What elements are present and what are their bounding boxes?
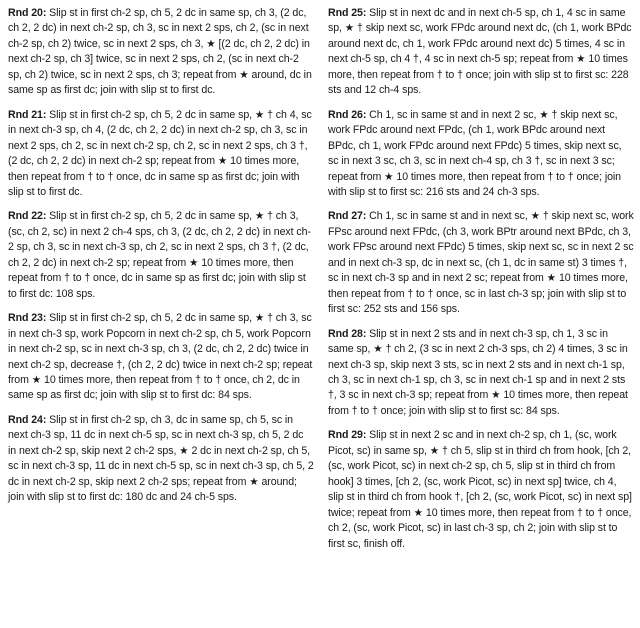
round-29-instruction: [328, 428, 634, 552]
round-label: Rnd 27:: [328, 210, 367, 223]
round-label: Rnd 20:: [8, 7, 47, 19]
round-text: Slip st in first ch-2 sp, ch 5, 2 dc in same sp, ★ † ch 3, sc in next ch-3 sp, work Popcorn in next ch-2 sp, ch 5, work Popcorn in next ch-2 sp, sc in next ch-3 sp, ch 3, (2 dc, ch 2, 2 dc) twice in next ch-2 sp, decrease †, (ch 2, 2 dc) twice in next ch-2 sp; repeat from ★ 10 times more, then repeat from † to † once, ch 2, dc in same sp as first dc; join with slip st to first dc: 84 sps.: [8, 312, 313, 402]
round-text: Slip st in first ch-2 sp, ch 3, dc in same sp, ch 5, sc in next ch-3 sp, 11 dc in next ch-5 sp, sc in next ch-3 sp, ch 5, 2 dc in next ch-2 sp, skip next 2 ch-2 sps, ★ 2 dc in next ch-2 sp, ch 5, sc in next ch-3 sp, 11 dc in next ch-5 sp, sc in next ch-3 sp, ch 5, 2 dc in next ch-2 sp, skip next 2 ch-2 sps; repeat from ★ around; join with slip st to first dc: 180 dc and 24 ch-5 sps.: [8, 413, 314, 504]
round-label: Rnd 21:: [8, 108, 47, 121]
round-text: Slip st in first ch-2 sp, ch 5, 2 dc in same sp, ★ † ch 4, sc in next ch-3 sp, ch 4, (2 dc, ch 2, 2 dc) in next ch-2 sp, ch 3, sc in next 2 sps, ch 2, sc in next ch-2 sp, ch 2, sc in next 2 sps, ch 3 †, (2 dc, ch 2, 2 dc) in next ch-2 sp; repeat from ★ 10 times more, then repeat from † to † once, dc in same sp as first dc; join with slip st to first dc.: [8, 108, 312, 198]
round-24-instruction: [8, 413, 314, 506]
round-text: Slip st in first ch-2 sp, ch 5, 2 dc in same sp, ★ † ch 3, (sc, ch 2, sc) in next 2 ch-4 sps, ch 3, (2 dc, ch 2, 2 dc) in next ch-2 sp, ch 3, sc in next ch-3 sp, ch 2, sc in next 2 sps, ch 3 †, (2 dc, ch 2, 2 dc) in next ch-2 sp; repeat from ★ 10 times more, then repeat from † to † once, dc in same sp as first dc; join with slip st to first dc: 108 sps.: [8, 210, 311, 300]
left-column: [8, 6, 314, 628]
round-22-instruction: [8, 209, 314, 302]
round-text: Slip st in next 2 sts and in next ch-3 sp, ch 1, 3 sc in same sp, ★ † ch 2, (3 sc in next 2 ch-3 sps, ch 2) 4 times, 3 sc in next ch-3 sp, skip next 3 sts, sc in next 2 sts and in next ch-1 sp, ch 3, sc in next ch-1 sp, ch 3, sc in next ch-1 sp and in next 2 sts †, 3 sc in next ch-3 sp; repeat from ★ 10 times more, then repeat from † to † once; join with slip st to first sc: 84 sps.: [328, 327, 628, 417]
round-label: Rnd 26:: [328, 108, 367, 121]
round-21-instruction: [8, 108, 314, 201]
round-label: Rnd 24:: [8, 413, 47, 426]
round-27-instruction: [328, 209, 634, 317]
round-text: Slip st in next dc and in next ch-5 sp, ch 1, 4 sc in same sp, ★ † skip next sc, work FPdc around next dc, (ch 1, work BPdc around next dc, ch 1, work FPdc around next dc) 5 times, 4 sc in next ch-5 sp, ch 4 †, 4 sc in next ch-5 sp; repeat from ★ 10 times more, then repeat from † to † once; join with slip st to first sc: 228 sts and 12 ch-4 sps.: [328, 7, 632, 97]
round-text: Ch 1, sc in same st and in next 2 sc, ★ † skip next sc, work FPdc around next FPdc, (ch 1, work BPdc around next BPdc, ch 1, work FPdc around next FPdc) 5 times, skip next sc, sc in next 3 sc, ch 3, sc in next ch-4 sp, ch 3 †, sc in next 3 sc; repeat from ★ 10 times more, then repeat from † to † once; join with slip st to first sc: 216 sts and 24 ch-3 sps.: [328, 108, 622, 198]
round-20-instruction: [8, 6, 314, 99]
round-label: Rnd 25:: [328, 7, 367, 19]
round-label: Rnd 29:: [328, 429, 367, 442]
round-label: Rnd 28:: [328, 327, 367, 340]
round-label: Rnd 22:: [8, 210, 47, 223]
round-text: Ch 1, sc in same st and in next sc, ★ † skip next sc, work FPsc around next FPdc, (ch 3, work BPtr around next BPdc, ch 3, work FPsc around next FPdc) 5 times, skip next sc, sc in next 2 sc and in next ch-3 sp, dc in next sc, (ch 1, dc in same st) 3 times †, sc in next ch-3 sp and in next 2 sc; repeat from ★ 10 times more, then repeat from † to † once, sc in last ch-3 sp; join with slip st to first sc: 252 sts and 156 sps.: [328, 210, 634, 316]
right-column: [328, 6, 634, 628]
round-23-instruction: [8, 311, 314, 404]
round-26-instruction: [328, 108, 634, 201]
round-text: Slip st in next 2 sc and in next ch-2 sp, ch 1, (sc, work Picot, sc) in same sp, ★ † ch 5, slip st in third ch from hook, [ch 2, (sc, work Picot, sc) in next ch-2 sp, ch 5, slip st in third ch from hook] 3 times, [ch 2, (sc, work Picot, sc) in next sp] twice, ch 4, slip st in third ch from hook †, [ch 2, (sc, work Picot, sc) in next sp] twice; repeat from ★ 10 times more, then repeat from † to † once, ch 2, (sc, work Picot, sc) in last ch-3 sp, ch 2; join with slip st to first sc, finish off.: [328, 429, 632, 550]
round-28-instruction: [328, 327, 634, 420]
round-label: Rnd 23:: [8, 312, 47, 325]
round-25-instruction: [328, 6, 634, 99]
round-text: Slip st in first ch-2 sp, ch 5, 2 dc in same sp, ch 3, (2 dc, ch 2, 2 dc) in next ch-2 sp, ch 3, sc in next 2 sps, ch 2, (sc in next ch-2 sp, ch 2) twice, sc in next 2 sps, ch 3, ★ [(2 dc, ch 2, 2 dc) in next ch-2 sp, ch 3] twice, sc in next 2 sps, ch 2, (sc in next ch-2 sp, ch 2) twice, sc in next 2 sps, ch 3; repeat from ★ around, dc in same sp as first dc; join with slip st to first dc.: [8, 7, 312, 97]
